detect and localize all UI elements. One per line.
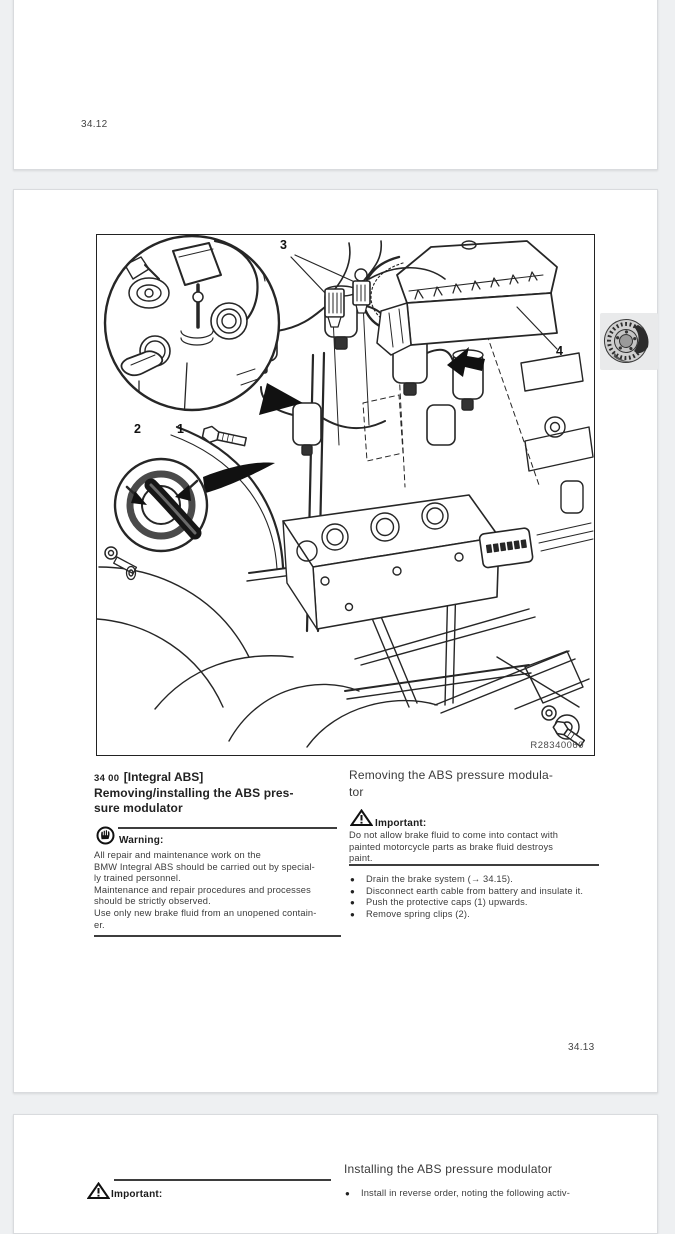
important-rule-top bbox=[114, 1179, 331, 1181]
important-label: Important: bbox=[375, 818, 427, 829]
page-34-13 bbox=[13, 189, 658, 1093]
step-item: ● Push the protective caps (1) upwards. bbox=[350, 897, 528, 907]
warning-rule-top bbox=[118, 827, 337, 829]
bullet-icon: ● bbox=[350, 886, 355, 896]
section-title-line2: sure modulator bbox=[94, 800, 183, 815]
magnifier-detail bbox=[105, 236, 303, 419]
modulator-block bbox=[283, 495, 533, 629]
section-heading bbox=[94, 768, 346, 786]
abs-unit-box bbox=[363, 241, 557, 355]
page-number: 34.12 bbox=[81, 119, 108, 130]
important-triangle-icon bbox=[87, 1182, 110, 1200]
section-code: 34 00 bbox=[94, 773, 120, 784]
brake-disc-icon bbox=[600, 313, 658, 370]
bullet-icon: ● bbox=[350, 898, 355, 907]
grommet-detail bbox=[115, 459, 275, 551]
note-rule-bottom bbox=[349, 864, 599, 866]
warning-rule-bottom bbox=[94, 935, 341, 937]
install-steps bbox=[344, 1188, 606, 1200]
page-34-12 bbox=[13, 0, 658, 170]
section-bracket: [Integral ABS] bbox=[123, 770, 204, 784]
callout-3: 3 bbox=[280, 238, 287, 252]
callout-1: 1 bbox=[177, 422, 184, 436]
warning-hand-icon bbox=[96, 826, 115, 845]
bullet-icon: ● bbox=[345, 1189, 350, 1198]
task-title-line2: tor bbox=[349, 785, 364, 799]
callout-4: 4 bbox=[556, 344, 563, 358]
step-item: ● Drain the brake system (→ 34.15). bbox=[350, 874, 514, 884]
page-34-14 bbox=[13, 1114, 658, 1234]
task-title-line1: Removing the ABS pressure modula- bbox=[349, 768, 554, 782]
page-number: 34.13 bbox=[568, 1042, 595, 1053]
figure-ref-code: R28340060 bbox=[530, 740, 584, 751]
right-column-heading bbox=[349, 767, 601, 801]
left-column bbox=[94, 768, 346, 815]
warning-label: Warning: bbox=[119, 835, 164, 846]
install-title: Installing the ABS pressure modulator bbox=[344, 1162, 553, 1176]
warning-text: All repair and maintenance work on the BMW Integral ABS should be carried out by special- ly trained personnel. Maintenance and repair procedures and processes should be strictly observed. Use only new brake fluid from an unopened contain- er. bbox=[94, 850, 317, 930]
scroll-preview-thumbnail[interactable] bbox=[600, 313, 658, 370]
bullet-icon: ● bbox=[350, 875, 355, 884]
important-label: Important: bbox=[111, 1189, 163, 1200]
procedure-steps bbox=[349, 874, 601, 920]
abs-modulator-figure bbox=[96, 234, 595, 756]
callout-2: 2 bbox=[134, 422, 141, 436]
bullet-icon: ● bbox=[350, 909, 355, 919]
section-title-line1: Removing/installing the ABS pres- bbox=[94, 786, 294, 800]
step-item: ● Disconnect earth cable from battery and insulate it. bbox=[350, 885, 584, 896]
engine-line-art bbox=[97, 235, 594, 755]
important-note: Do not allow brake fluid to come into contact with painted motorcycle parts as brake fluid destroys paint. bbox=[349, 830, 559, 864]
step-item: ● Remove spring clips (2). bbox=[350, 908, 470, 919]
step-item: ● Install in reverse order, noting the following activ- bbox=[345, 1188, 570, 1198]
important-triangle-icon bbox=[350, 809, 373, 827]
